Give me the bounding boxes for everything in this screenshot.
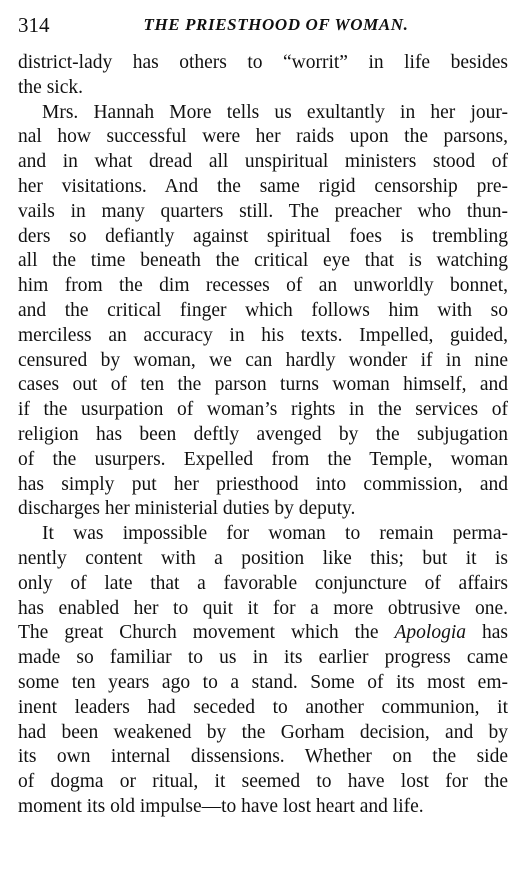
text-line: moment its old impulse—to have lost heart and life. [18, 795, 424, 817]
text-line: all the time beneath the critical eye that is watching [18, 250, 508, 272]
text-segment: The great Church movement which the [18, 622, 395, 644]
text-line: the sick. [18, 76, 83, 98]
text-line: discharges her ministerial duties by deputy. [18, 498, 356, 520]
body-text [18, 51, 508, 820]
text-line: only of late that a favorable conjuncture of affairs [18, 572, 508, 594]
page-number: 314 [18, 13, 50, 37]
text-line: censured by woman, we can hardly wonder if in nine [18, 349, 508, 371]
text-line: Mrs. Hannah More tells us exultantly in her jour- [42, 101, 508, 123]
text-line: nal how successful were her raids upon the parsons, [18, 126, 508, 148]
text-line: It was impossible for woman to remain perma- [42, 523, 508, 545]
text-line: some ten years ago to a stand. Some of its most em- [18, 671, 508, 693]
text-line: vails in many quarters still. The preacher who thun- [18, 200, 508, 222]
text-segment: has [466, 622, 508, 644]
text-line: and in what dread all unspiritual ministers stood of [18, 151, 508, 173]
text-line: has enabled her to quit it for a more obtrusive one. [18, 597, 508, 619]
text-line: district-lady has others to “worrit” in life besides [18, 52, 508, 73]
text-line: and the critical finger which follows him with so [18, 299, 508, 321]
text-line: cases out of ten the parson turns woman himself, and [18, 374, 508, 396]
text-line: ders so defiantly against spiritual foes is trembling [18, 225, 508, 247]
text-line: made so familiar to us in its earlier progress came [18, 647, 508, 669]
text-line: nently content with a position like this; but it is [18, 547, 508, 569]
italic-title: Apologia [394, 622, 466, 644]
text-line: has simply put her priesthood into commission, and [18, 473, 508, 495]
running-head: THE PRIESTHOOD OF WOMAN. [143, 15, 409, 34]
paragraph [18, 522, 508, 820]
paragraph [18, 51, 508, 101]
text-line: merciless an accuracy in his texts. Impelled, guided, [18, 324, 508, 346]
text-line: its own internal dissensions. Whether on the side [18, 746, 508, 768]
text-line: him from the dim recesses of an unworldly bonnet, [18, 275, 508, 297]
text-line: if the usurpation of woman’s rights in the services of [18, 399, 508, 421]
text-line-with-italic [18, 621, 508, 646]
text-line: her visitations. And the same rigid censorship pre- [18, 175, 508, 197]
text-line: had been weakened by the Gorham decision, and by [18, 721, 508, 743]
page-header [18, 10, 510, 40]
paragraph [18, 101, 508, 523]
text-line: of dogma or ritual, it seemed to have lost for the [18, 771, 508, 793]
text-line: of the usurpers. Expelled from the Temple, woman [18, 448, 508, 470]
text-line: inent leaders had seceded to another communion, it [18, 696, 508, 718]
text-line: religion has been deftly avenged by the subjugation [18, 423, 508, 445]
